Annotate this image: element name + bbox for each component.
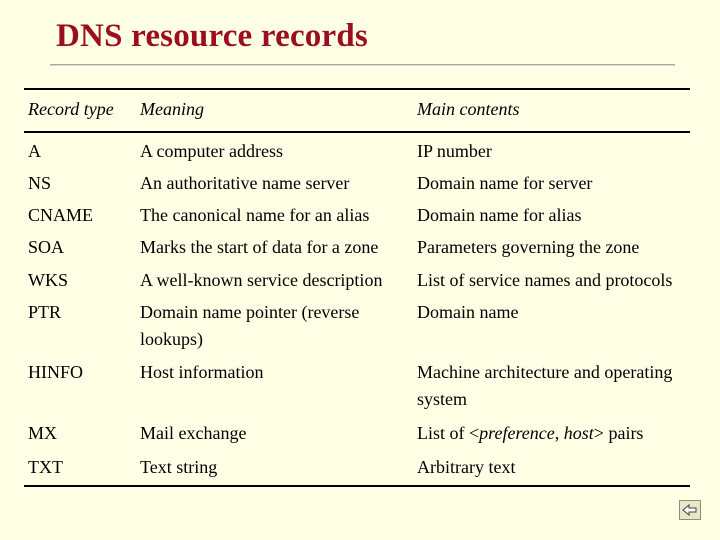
header-meaning: Meaning <box>140 99 204 119</box>
row-ns-contents: Domain name for server <box>417 173 593 193</box>
row-mx-contents <box>417 420 643 447</box>
row-a-type: A <box>28 141 41 161</box>
title-divider <box>50 64 675 65</box>
table-bottom-rule <box>24 485 690 487</box>
table-header-rule <box>24 131 690 133</box>
row-cname-type: CNAME <box>28 205 94 225</box>
row-txt-type: TXT <box>28 457 63 477</box>
row-cname-contents: Domain name for alias <box>417 205 582 225</box>
row-mx-host: host <box>563 423 594 443</box>
row-ptr-contents: Domain name <box>417 302 519 322</box>
row-mx-type: MX <box>28 423 58 443</box>
back-button[interactable] <box>679 500 701 520</box>
header-record-type: Record type <box>28 99 114 119</box>
row-txt-contents: Arbitrary text <box>417 457 516 477</box>
row-cname-meaning: The canonical name for an alias <box>140 205 370 225</box>
slide-title: DNS resource records <box>56 18 368 54</box>
row-ptr-meaning: Domain name pointer (reverse lookups) <box>140 302 360 349</box>
table-top-rule <box>24 88 690 90</box>
row-wks-meaning: A well-known service description <box>140 270 383 290</box>
row-soa-type: SOA <box>28 237 65 257</box>
row-wks-contents: List of service names and protocols <box>417 270 673 290</box>
row-hinfo-type: HINFO <box>28 362 84 382</box>
row-txt-meaning: Text string <box>140 457 218 477</box>
row-mx-meaning: Mail exchange <box>140 423 247 443</box>
row-ns-meaning: An authoritative name server <box>140 173 350 193</box>
header-main-contents: Main contents <box>417 99 520 119</box>
row-mx-preference: preference <box>479 423 555 443</box>
row-soa-meaning: Marks the start of data for a zone <box>140 237 379 257</box>
row-hinfo-meaning: Host information <box>140 362 264 382</box>
row-ns-type: NS <box>28 173 52 193</box>
row-wks-type: WKS <box>28 270 68 290</box>
row-a-meaning: A computer address <box>140 141 283 161</box>
row-soa-contents: Parameters governing the zone <box>417 237 640 257</box>
row-ptr-type: PTR <box>28 302 62 322</box>
back-arrow-icon <box>682 503 698 517</box>
row-mx-separator: , <box>554 423 564 443</box>
row-mx-contents-prefix: List of < <box>417 423 480 443</box>
row-mx-contents-suffix: > pairs <box>593 423 644 443</box>
row-a-contents: IP number <box>417 141 492 161</box>
row-hinfo-contents: Machine architecture and operating system <box>417 362 673 409</box>
